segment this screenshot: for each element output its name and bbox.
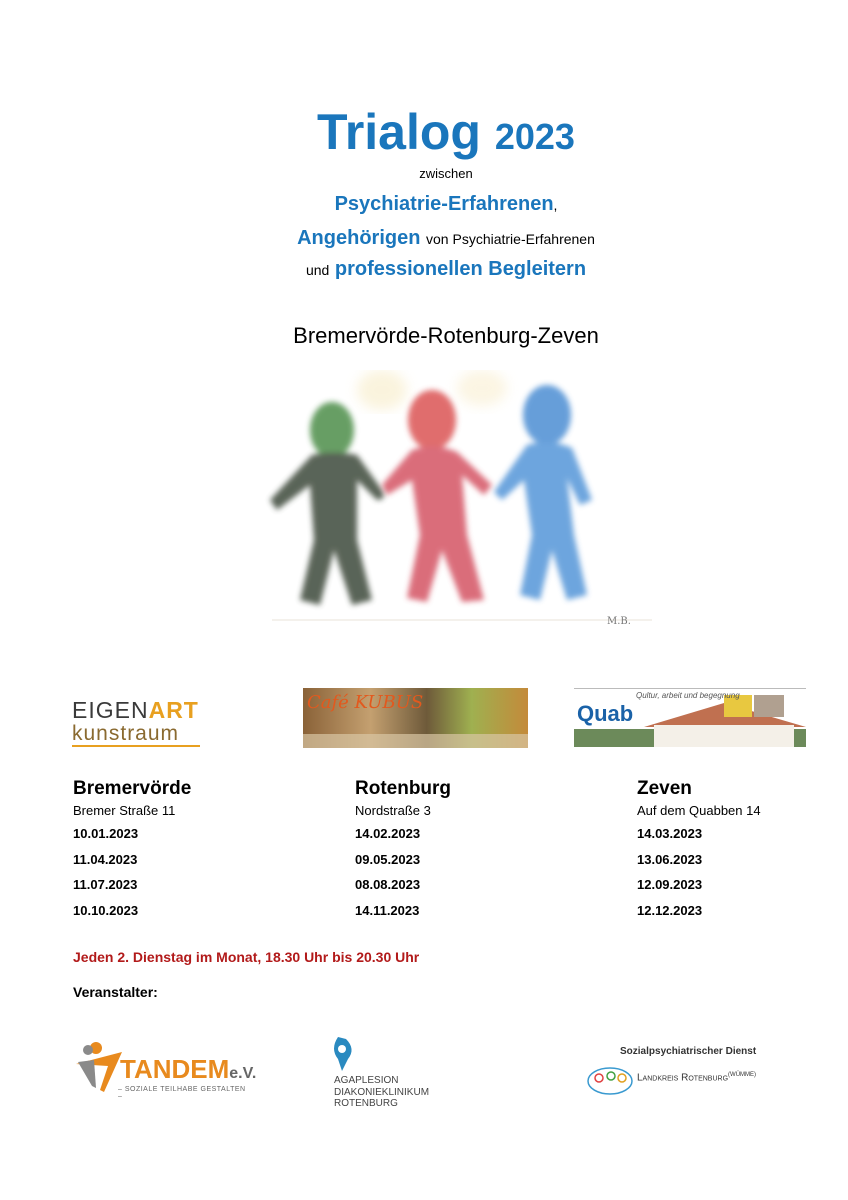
venue-date: 13.06.2023 — [637, 851, 703, 867]
venue-address: Nordstraße 3 — [355, 803, 431, 818]
venue-date: 12.12.2023 — [637, 903, 703, 919]
group1-text: Psychiatrie-Erfahrenen — [334, 193, 554, 215]
eigenart-logo-text-a: EIGEN — [72, 697, 149, 723]
venue-date: 10.10.2023 — [73, 903, 139, 919]
spd-landkreis-text — [637, 1072, 756, 1083]
group-line-2 — [0, 227, 848, 250]
venue-city: Rotenburg — [355, 778, 452, 799]
painting-signature: M.B. — [607, 616, 631, 627]
cafe-kubus-logo — [303, 688, 528, 748]
venue-address: Auf dem Quabben 14 — [637, 803, 761, 818]
agaplesion-logo — [322, 1035, 492, 1109]
organizers-label: Veranstalter: — [73, 984, 158, 1000]
agaplesion-name-line2: DIAKONIEKLINIKUM ROTENBURG — [334, 1087, 430, 1109]
spd-landkreis-superscript: (WÜMME) — [728, 1072, 757, 1078]
agaplesion-name-line1: AGAPLESION — [334, 1075, 399, 1086]
venue-date: 14.02.2023 — [355, 826, 421, 841]
venue-date: 08.08.2023 — [355, 877, 421, 893]
agaplesion-heart-icon — [326, 1035, 366, 1075]
group-line-3 — [0, 258, 848, 281]
tandem-logo-suffix: e.V. — [229, 1065, 257, 1082]
venue-address: Bremer Straße 11 — [73, 803, 176, 818]
spd-heading: Sozialpsychiatrischer Dienst — [620, 1046, 757, 1057]
venue-date: 11.04.2023 — [73, 851, 138, 867]
cafe-kubus-photo-strip — [303, 734, 528, 748]
page-title — [0, 103, 848, 161]
venue-city: Zeven — [637, 778, 692, 799]
watercolor-figures-image — [262, 370, 662, 640]
spd-figures-icon — [585, 1064, 635, 1098]
group3-prefix: und — [305, 262, 330, 278]
eigenart-logo-text-b: ART — [148, 697, 199, 723]
tandem-figure-icon — [74, 1040, 124, 1096]
eigenart-logo-subtext: kunstraum — [72, 723, 200, 747]
group2-text: Angehörigen — [297, 227, 421, 249]
spd-landkreis-name: Landkreis Rotenburg — [637, 1072, 729, 1084]
venue-date: 10.01.2023 — [73, 826, 139, 841]
title-year: 2023 — [494, 116, 575, 157]
group-line-1 — [0, 193, 848, 216]
quab-logo-text: Quab — [577, 701, 634, 726]
eigenart-logo — [72, 697, 202, 749]
tandem-logo-text: TANDEM — [120, 1054, 230, 1084]
venue-date: 09.05.2023 — [355, 851, 421, 867]
venue-date: 12.09.2023 — [637, 877, 703, 893]
group3-text: professionellen Begleitern — [334, 258, 587, 280]
venue-city: Bremervörde — [73, 778, 192, 799]
cafe-kubus-logo-text: Café KUBUS — [307, 692, 424, 713]
quab-tagline: Qultur, arbeit und begegnung — [636, 691, 740, 700]
between-text: zwischen — [419, 166, 473, 181]
venue-date: 11.07.2023 — [73, 877, 138, 893]
tandem-tagline: – SOZIALE TEILHABE GESTALTEN – — [118, 1086, 246, 1100]
venue-date: 14.03.2023 — [637, 826, 703, 841]
schedule-note: Jeden 2. Dienstag im Monat, 18.30 Uhr bis 20.30 Uhr — [73, 949, 420, 965]
region-title: Bremervörde-Rotenburg-Zeven — [293, 323, 599, 348]
group1-suffix: , — [553, 197, 558, 213]
sozialpsychiatrischer-dienst-logo — [585, 1046, 795, 1102]
group2-suffix: von Psychiatrie-Erfahrenen — [426, 231, 595, 247]
venue-date: 14.11.2023 — [355, 903, 420, 919]
tandem-logo — [74, 1040, 257, 1100]
quab-logo — [574, 688, 806, 747]
title-text: Trialog — [317, 104, 481, 160]
